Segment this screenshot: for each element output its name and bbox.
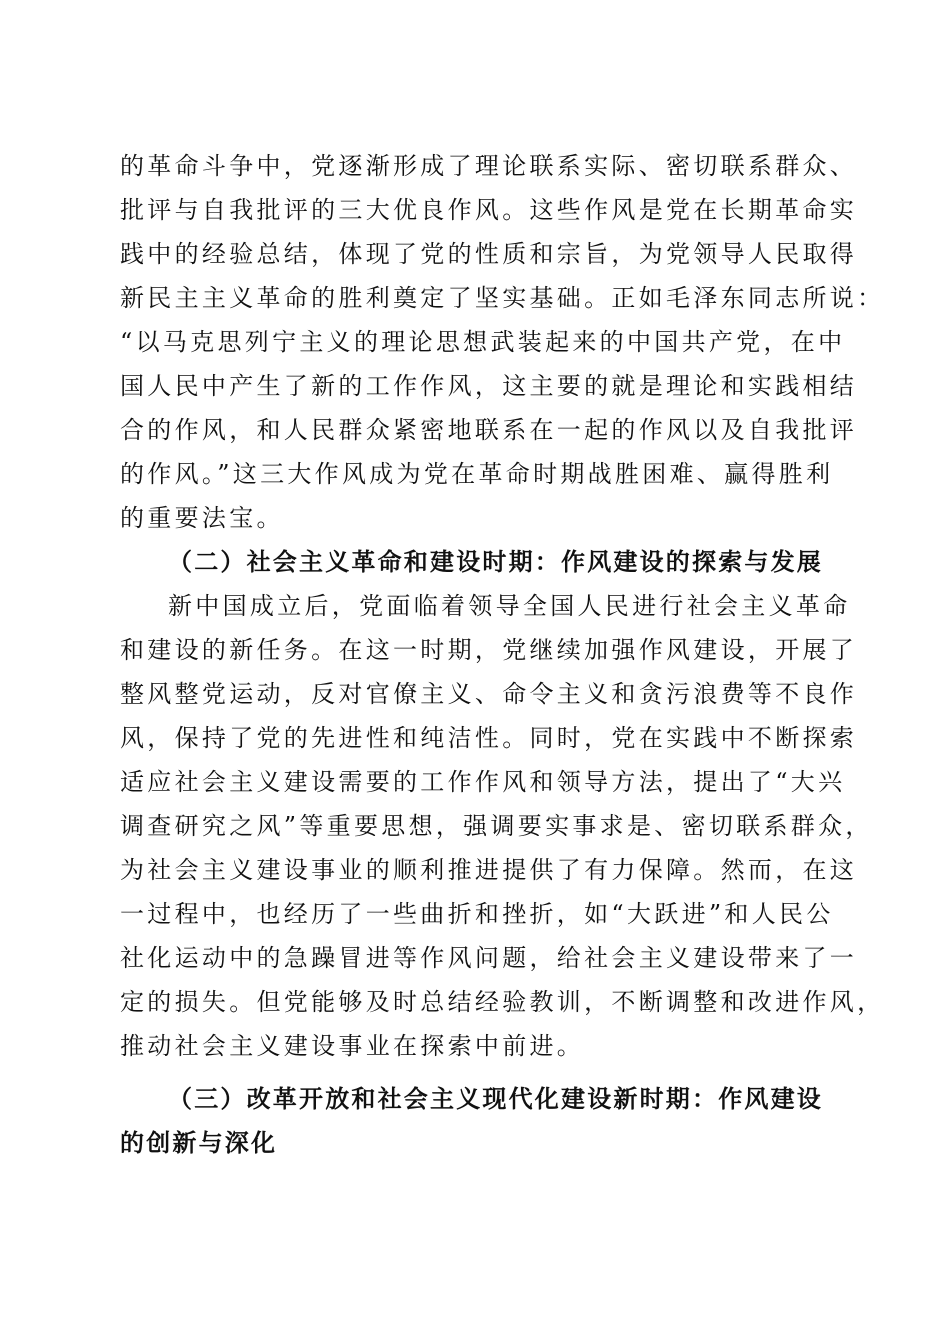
text-line: 的革命斗争中，党逐渐形成了理论联系实际、密切联系群众、 bbox=[120, 152, 858, 180]
text-line: 践中的经验总结，体现了党的性质和宗旨，为党领导人民取得 bbox=[120, 240, 858, 268]
section-heading-3: （三）改革开放和社会主义现代化建设新时期：作风建设 bbox=[168, 1084, 823, 1113]
text-line: 整风整党运动，反对官僚主义、命令主义和贪污浪费等不良作 bbox=[120, 680, 858, 708]
text-line: 国人民中产生了新的工作作风，这主要的就是理论和实践相结 bbox=[120, 372, 858, 400]
text-line: 的重要法宝。 bbox=[120, 504, 284, 532]
section-heading-3-cont: 的创新与深化 bbox=[120, 1128, 278, 1157]
text-line: 一过程中，也经历了一些曲折和挫折，如“大跃进”和人民公 bbox=[120, 900, 834, 928]
text-line: 风，保持了党的先进性和纯洁性。同时，党在实践中不断探索 bbox=[120, 724, 858, 752]
text-line: 调查研究之风”等重要思想，强调要实事求是、密切联系群众， bbox=[120, 812, 873, 840]
text-line: 合的作风，和人民群众紧密地联系在一起的作风以及自我批评 bbox=[120, 416, 858, 444]
section-heading-2: （二）社会主义革命和建设时期：作风建设的探索与发展 bbox=[168, 547, 823, 576]
text-line: 推动社会主义建设事业在探索中前进。 bbox=[120, 1032, 585, 1060]
text-line: 的作风。”这三大作风成为党在革命时期战胜困难、赢得胜利 bbox=[120, 460, 834, 488]
text-line: “以马克思列宁主义的理论思想武装起来的中国共产党，在中 bbox=[120, 328, 846, 356]
text-line: 新民主主义革命的胜利奠定了坚实基础。正如毛泽东同志所说： bbox=[120, 284, 885, 312]
text-line: 和建设的新任务。在这一时期，党继续加强作风建设，开展了 bbox=[120, 636, 858, 664]
text-line: 定的损失。但党能够及时总结经验教训，不断调整和改进作风， bbox=[120, 988, 885, 1016]
text-line: 为社会主义建设事业的顺利推进提供了有力保障。然而，在这 bbox=[120, 856, 858, 884]
text-line: 适应社会主义建设需要的工作作风和领导方法，提出了“大兴 bbox=[120, 768, 846, 796]
paragraph-first-line: 新中国成立后，党面临着领导全国人民进行社会主义革命 bbox=[168, 592, 851, 620]
text-line: 批评与自我批评的三大优良作风。这些作风是党在长期革命实 bbox=[120, 196, 858, 224]
text-line: 社化运动中的急躁冒进等作风问题，给社会主义建设带来了一 bbox=[120, 944, 858, 972]
